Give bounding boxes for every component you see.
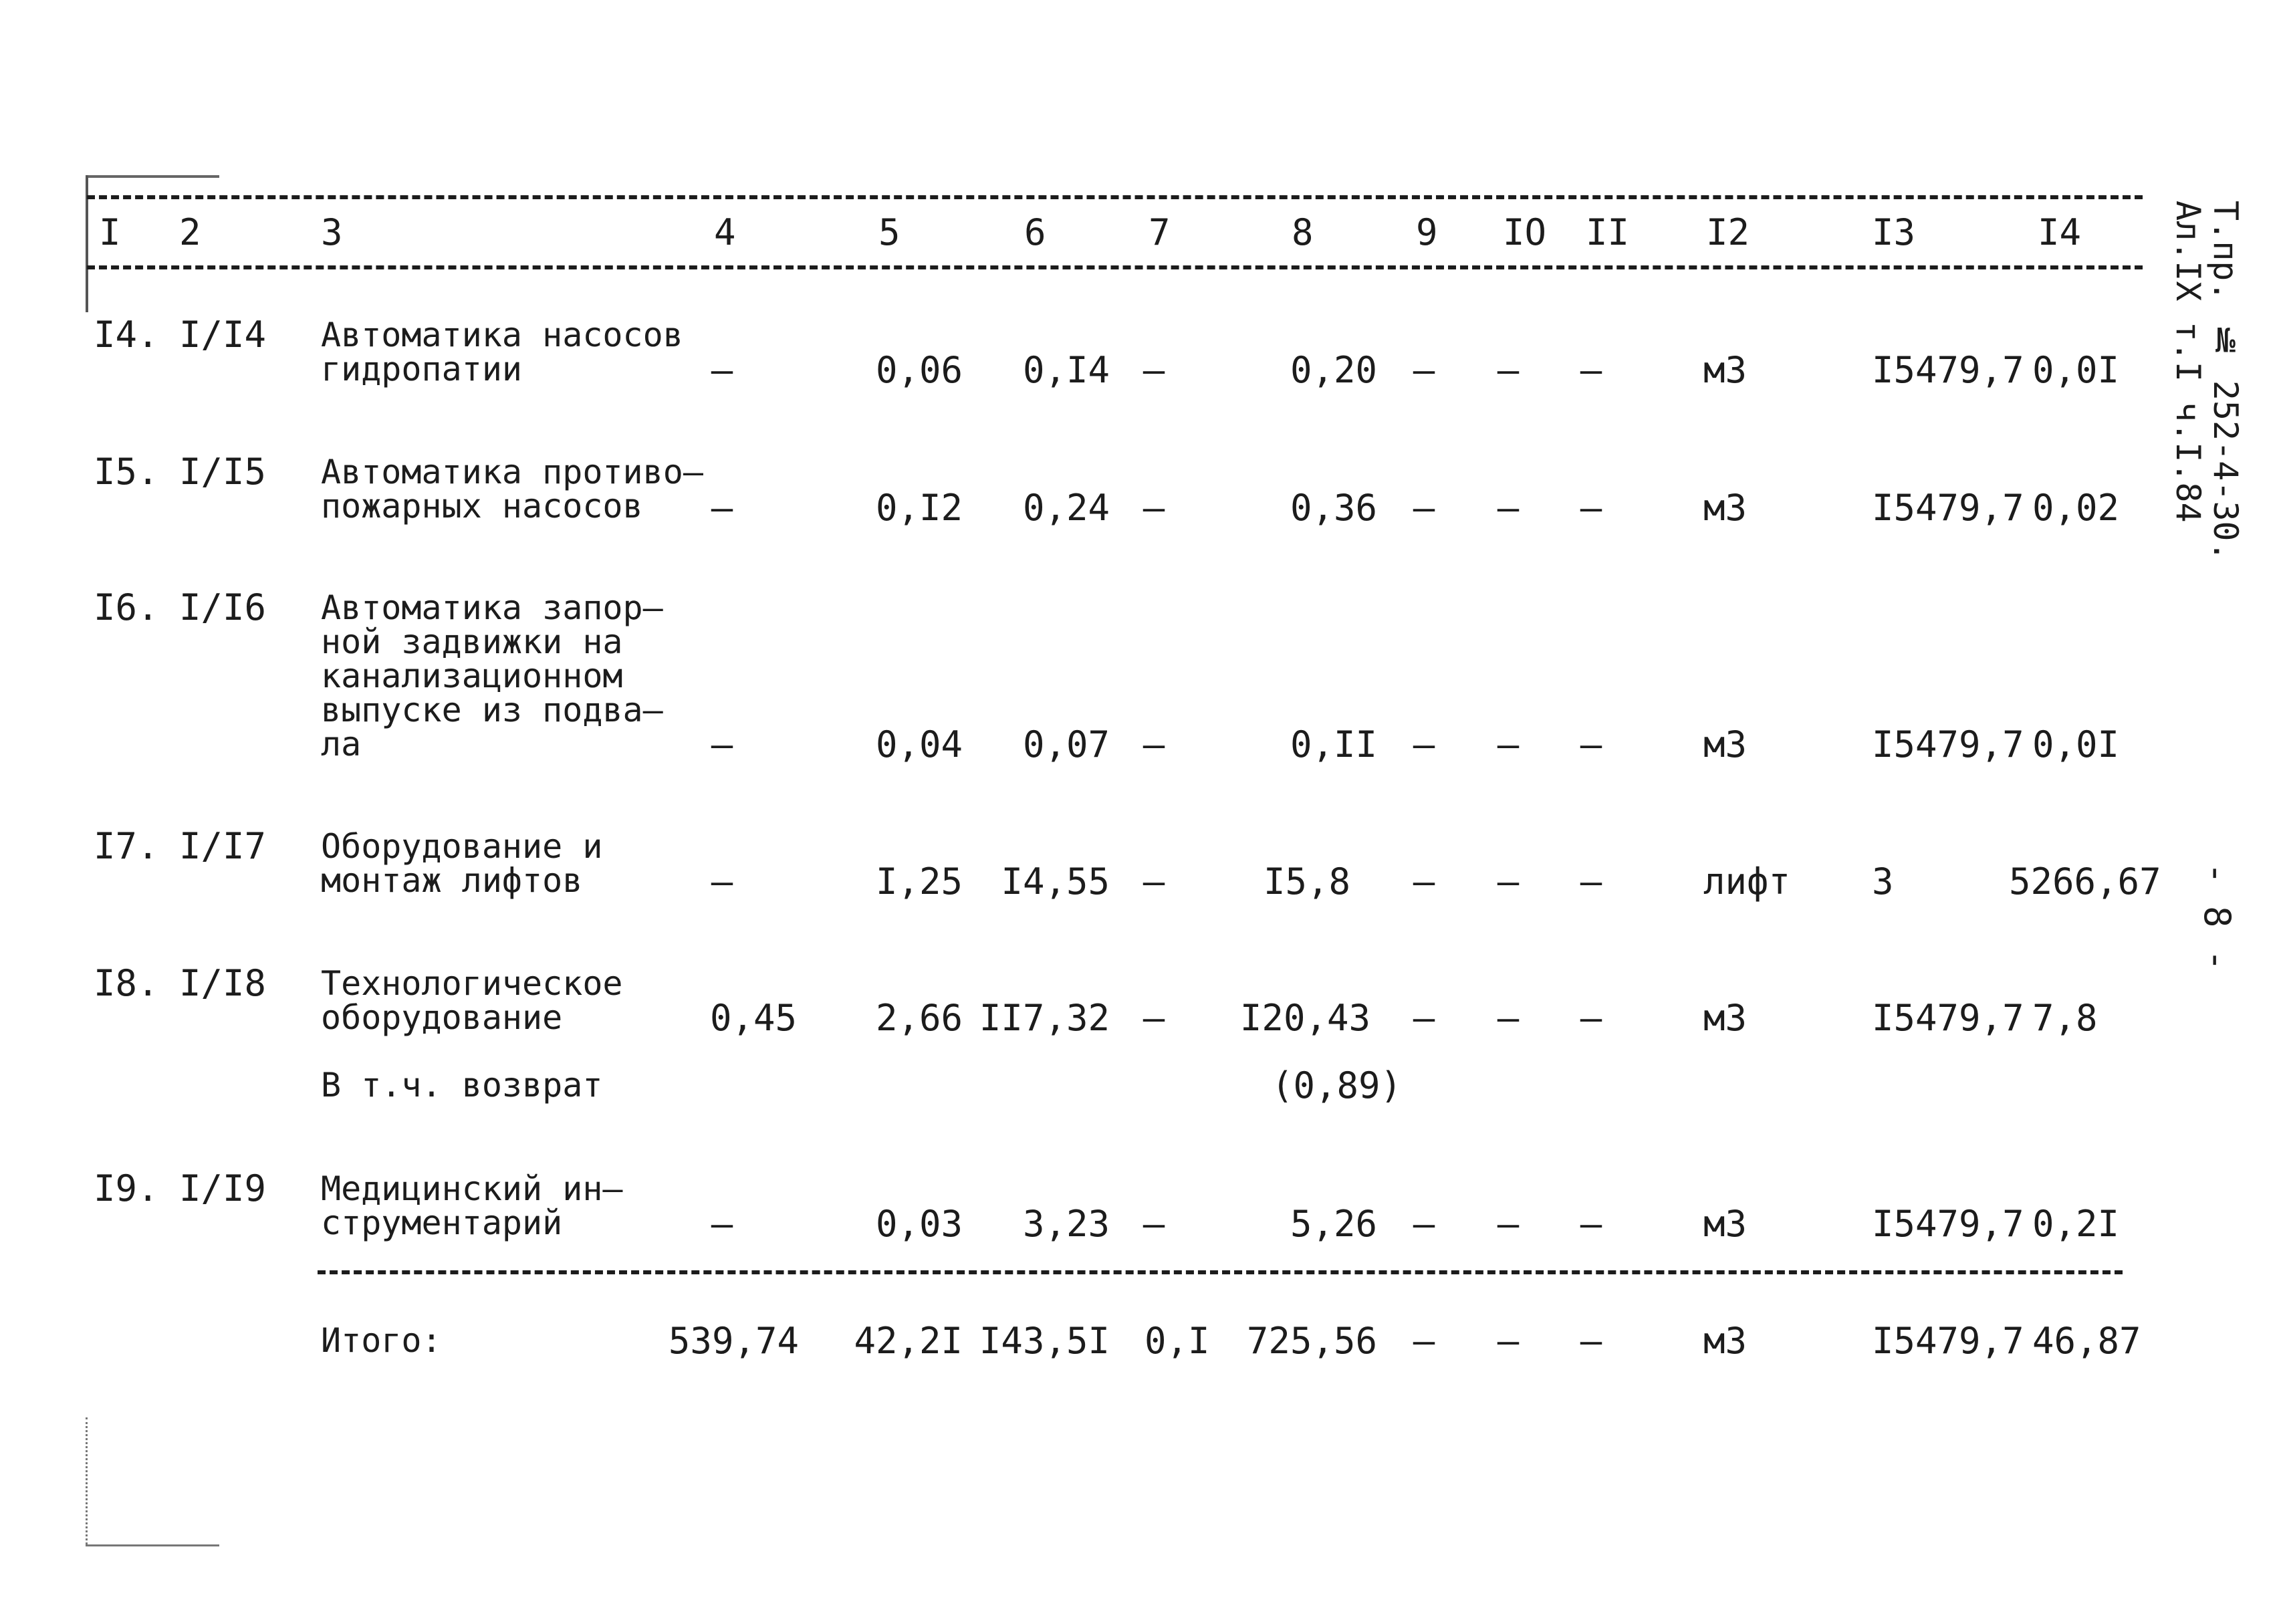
- cell-col11: –: [1580, 1203, 1602, 1245]
- cell-col4: –: [711, 487, 733, 529]
- cell-col13: I5479,7: [1872, 723, 2024, 766]
- total-col8: 725,56: [1246, 1320, 1377, 1362]
- row-number: I6.: [94, 586, 159, 628]
- cell-unit: лифт: [1703, 860, 1791, 903]
- cell-col5: 2,66: [875, 997, 963, 1039]
- cell-col14: 0,02: [2032, 487, 2120, 529]
- header-bottom-rule: [87, 265, 2143, 269]
- row-number: I8.: [94, 962, 159, 1004]
- total-col4: 539,74: [668, 1320, 799, 1362]
- cell-col6: 0,24: [1022, 487, 1110, 529]
- cell-unit: м3: [1703, 1203, 1748, 1245]
- total-label: Итого:: [321, 1321, 442, 1360]
- row-description-line: ла: [321, 725, 362, 764]
- cell-col8: 5,26: [1290, 1203, 1377, 1245]
- col-header-6: 6: [1024, 211, 1046, 253]
- row-description-line: Автоматика насосов: [321, 316, 683, 354]
- row-number: I9.: [94, 1167, 159, 1209]
- row-description-line: гидропатии: [321, 350, 523, 388]
- cell-col9: –: [1413, 349, 1435, 391]
- row-description-line: Автоматика запор–: [321, 588, 663, 627]
- cell-col8: I5,8: [1263, 860, 1350, 903]
- row-description-line: пожарных насосов: [321, 487, 643, 526]
- total-col14: 46,87: [2032, 1320, 2141, 1362]
- cell-col10: –: [1497, 723, 1520, 766]
- row-code: I/I6: [179, 586, 267, 628]
- row-description-line: канализационном: [321, 657, 623, 695]
- row-number: I7.: [94, 825, 159, 867]
- row-code: I/I5: [179, 451, 267, 493]
- cell-col5: 0,I2: [875, 487, 963, 529]
- cell-col4: –: [711, 860, 733, 903]
- cell-col10: –: [1497, 487, 1520, 529]
- col-header-13: I3: [1872, 211, 1916, 253]
- row-description-line: выпуске из подва–: [321, 691, 663, 729]
- cell-col7: –: [1143, 349, 1165, 391]
- cell-col8: 0,20: [1290, 349, 1377, 391]
- cell-col14: 0,0I: [2032, 349, 2120, 391]
- col-header-1: I: [99, 211, 121, 253]
- row-description-line: Медицинский ин–: [321, 1169, 623, 1208]
- frame-corner-top: [86, 175, 219, 178]
- cell-col10: –: [1497, 860, 1520, 903]
- cell-col14: 0,0I: [2032, 723, 2120, 766]
- col-header-9: 9: [1416, 211, 1438, 253]
- cell-col5: 0,03: [875, 1203, 963, 1245]
- row-description-line: ной задвижки на: [321, 622, 623, 661]
- cell-unit: м3: [1703, 349, 1748, 391]
- col-header-8: 8: [1292, 211, 1314, 253]
- header-top-rule: [87, 195, 2143, 199]
- frame-corner-bottom: [86, 1544, 219, 1546]
- col-header-2: 2: [179, 211, 201, 253]
- cell-col10: –: [1497, 1203, 1520, 1245]
- cell-col5: I,25: [875, 860, 963, 903]
- cell-col13: I5479,7: [1872, 1203, 2024, 1245]
- col-header-12: I2: [1706, 211, 1750, 253]
- cell-col6: 0,07: [1022, 723, 1110, 766]
- cell-col7: –: [1143, 723, 1165, 766]
- cell-col13: I5479,7: [1872, 997, 2024, 1039]
- document-reference-note: Т.пр. № 252-4-30. Ал.IX т.I ч.I.84: [2169, 201, 2245, 562]
- row-code: I/I7: [179, 825, 267, 867]
- cell-col6: II7,32: [979, 997, 1110, 1039]
- cell-col9: –: [1413, 1203, 1435, 1245]
- cell-col5: 0,06: [875, 349, 963, 391]
- cell-col9: –: [1413, 997, 1435, 1039]
- return-note-value: (0,89): [1272, 1064, 1403, 1107]
- cell-col7: –: [1143, 487, 1165, 529]
- total-unit: м3: [1703, 1320, 1748, 1362]
- total-col11: –: [1580, 1320, 1602, 1362]
- total-col7: 0,I: [1145, 1320, 1210, 1362]
- cell-col4: –: [711, 723, 733, 766]
- row-description-line: Автоматика противо–: [321, 453, 703, 491]
- total-col6: I43,5I: [979, 1320, 1110, 1362]
- cell-col4: 0,45: [710, 997, 798, 1039]
- cell-col6: 0,I4: [1022, 349, 1110, 391]
- row-description-line: Оборудование и: [321, 827, 603, 866]
- col-header-10: IO: [1503, 211, 1547, 253]
- row-description-line: оборудование: [321, 998, 563, 1037]
- cell-col8: 0,36: [1290, 487, 1377, 529]
- cell-col13: I5479,7: [1872, 487, 2024, 529]
- row-description-line: Технологическое: [321, 964, 623, 1003]
- page-number: - 8 -: [2196, 862, 2238, 971]
- cell-col6: I4,55: [1001, 860, 1110, 903]
- cell-col14: 5266,67: [2009, 860, 2161, 903]
- cell-col4: –: [711, 349, 733, 391]
- cell-unit: м3: [1703, 487, 1748, 529]
- total-col10: –: [1497, 1320, 1520, 1362]
- cell-col13: 3: [1872, 860, 1894, 903]
- col-header-14: I4: [2038, 211, 2082, 253]
- cell-col6: 3,23: [1022, 1203, 1110, 1245]
- total-col5: 42,2I: [854, 1320, 963, 1362]
- cell-col10: –: [1497, 997, 1520, 1039]
- return-note-label: В т.ч. возврат: [321, 1066, 603, 1105]
- cell-col8: 0,II: [1290, 723, 1377, 766]
- total-col13: I5479,7: [1872, 1320, 2024, 1362]
- cell-col10: –: [1497, 349, 1520, 391]
- row-code: I/I4: [179, 314, 267, 356]
- cell-col9: –: [1413, 860, 1435, 903]
- cell-col11: –: [1580, 487, 1602, 529]
- col-header-11: II: [1586, 211, 1630, 253]
- row-description-line: струментарий: [321, 1203, 563, 1242]
- cell-col7: –: [1143, 1203, 1165, 1245]
- cell-col11: –: [1580, 860, 1602, 903]
- total-col9: –: [1413, 1320, 1435, 1362]
- cell-col5: 0,04: [875, 723, 963, 766]
- cell-col11: –: [1580, 723, 1602, 766]
- total-rule: [318, 1270, 2123, 1274]
- row-number: I5.: [94, 451, 159, 493]
- col-header-7: 7: [1149, 211, 1171, 253]
- cell-col9: –: [1413, 487, 1435, 529]
- cell-unit: м3: [1703, 723, 1748, 766]
- row-number: I4.: [94, 314, 159, 356]
- cell-col7: –: [1143, 997, 1165, 1039]
- cell-col14: 7,8: [2032, 997, 2098, 1039]
- cell-col7: –: [1143, 860, 1165, 903]
- cell-col9: –: [1413, 723, 1435, 766]
- col-header-4: 4: [714, 211, 736, 253]
- cell-col14: 0,2I: [2032, 1203, 2120, 1245]
- cell-unit: м3: [1703, 997, 1748, 1039]
- col-header-3: 3: [321, 211, 343, 253]
- cell-col4: –: [711, 1203, 733, 1245]
- row-code: I/I8: [179, 962, 267, 1004]
- cell-col11: –: [1580, 997, 1602, 1039]
- col-header-5: 5: [878, 211, 901, 253]
- cell-col11: –: [1580, 349, 1602, 391]
- cell-col13: I5479,7: [1872, 349, 2024, 391]
- cell-col8: I20,43: [1239, 997, 1370, 1039]
- row-description-line: монтаж лифтов: [321, 861, 583, 900]
- frame-corner-bottom-left: [86, 1417, 88, 1544]
- row-code: I/I9: [179, 1167, 267, 1209]
